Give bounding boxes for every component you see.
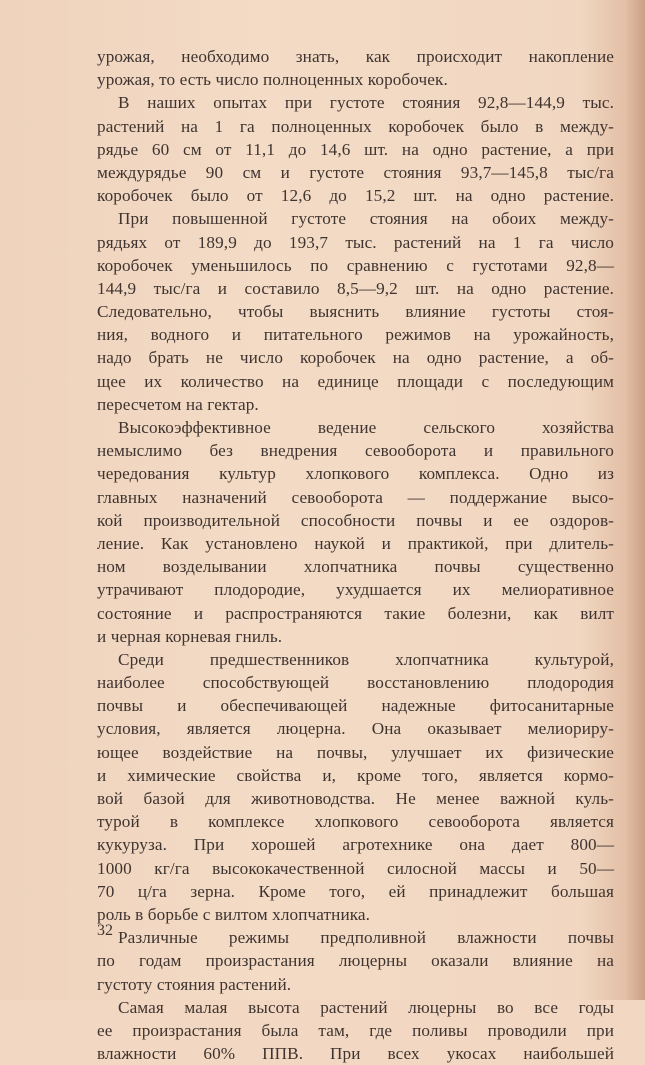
text-line: роль в борьбе с вилтом хлопчатника. — [97, 904, 371, 924]
text-line: и черная корневая гниль. — [97, 626, 283, 646]
text-line: надо брать не число коробочек на одно растение, а об- — [97, 348, 614, 368]
text-line: кой производительной способности почвы и ее оздоров- — [97, 510, 614, 530]
text-line: состояние и распространяются такие болезни, как вилт — [97, 603, 614, 623]
text-line: влажности 60% ППВ. При всех укосах наибольшей — [97, 1044, 614, 1064]
text-line: условия, является люцерна. Она оказывает мелиориру- — [97, 719, 614, 739]
text-line: щее их количество на единице площади с последующим — [97, 371, 614, 391]
text-line: рядьях от 189,9 до 193,7 тыс. растений на 1 га число — [97, 232, 614, 252]
text-line: по годам произрастания люцерны оказали влияние на — [97, 951, 614, 971]
text-line: урожая, то есть число полноценных коробочек. — [97, 70, 448, 90]
text-line: и химические свойства и, кроме того, является кормо- — [97, 765, 614, 785]
text-line: ющее воздействие на почвы, улучшает их физические — [97, 742, 614, 762]
text-line: рядье 60 см от 11,1 до 14,6 шт. на одно растение, а при — [97, 139, 614, 159]
page-number: 32 — [97, 922, 113, 939]
text-line: урожая, необходимо знать, как происходит накопление — [97, 47, 614, 66]
text-line: густоту стояния растений. — [97, 974, 292, 994]
text-line: главных назначений севооборота — поддержание высо- — [97, 487, 614, 507]
text-line: коробочек уменьшилось по сравнению с густотами 92,8— — [97, 255, 614, 275]
text-line: 70 ц/га зерна. Кроме того, ей принадлежит большая — [97, 881, 614, 901]
text-line: ление. Как установлено наукой и практикой, при длитель- — [97, 533, 614, 553]
text-line: При повышенной густоте стояния на обоих между- — [118, 209, 614, 229]
text-line: растений на 1 га полноценных коробочек было в между- — [97, 116, 614, 136]
text-line: Различные режимы предполивной влажности почвы — [118, 928, 614, 948]
text-line: Высокоэффективное ведение сельского хозяйства — [118, 418, 614, 437]
text-line: ном возделывании хлопчатника почвы существенно — [97, 557, 614, 577]
text-line: 144,9 тыс/га и составило 8,5—9,2 шт. на одно растение. — [97, 278, 614, 298]
text-line: ния, водного и питательного режимов на урожайность, — [97, 325, 614, 345]
text-line: вой базой для животноводства. Не менее важной куль- — [97, 789, 614, 808]
text-line: чередования культур хлопкового комплекса. Одно из — [97, 464, 614, 484]
text-line: коробочек было от 12,6 до 15,2 шт. на одно растение. — [97, 186, 614, 206]
body-text — [97, 45, 614, 1065]
text-line: В наших опытах при густоте стояния 92,8—144,9 тыс. — [118, 93, 614, 113]
text-line: почвы и обеспечивающей надежные фитосанитарные — [97, 696, 614, 716]
text-line: междурядье 90 см и густоте стояния 93,7—145,8 тыс/га — [97, 162, 614, 182]
text-line: Самая малая высота растений люцерны во все годы — [118, 997, 614, 1017]
text-line: турой в комплексе хлопкового севооборота является — [97, 812, 614, 832]
text-line: кукуруза. При хорошей агротехнике она дает 800— — [97, 835, 614, 855]
text-line: Среди предшественников хлопчатника культурой, — [118, 649, 614, 669]
text-line: наиболее способствующей восстановлению плодородия — [97, 673, 614, 693]
text-line: утрачивают плодородие, ухудшается их мелиоративное — [97, 580, 614, 600]
text-line: ее произрастания была там, где поливы проводили при — [97, 1020, 614, 1040]
text-line: пересчетом на гектар. — [97, 394, 259, 414]
text-line: немыслимо без внедрения севооборота и правильного — [97, 441, 614, 461]
text-line: Следовательно, чтобы выяснить влияние густоты стоя- — [97, 302, 614, 322]
text-line: 1000 кг/га высококачественной силосной массы и 50— — [97, 858, 614, 878]
